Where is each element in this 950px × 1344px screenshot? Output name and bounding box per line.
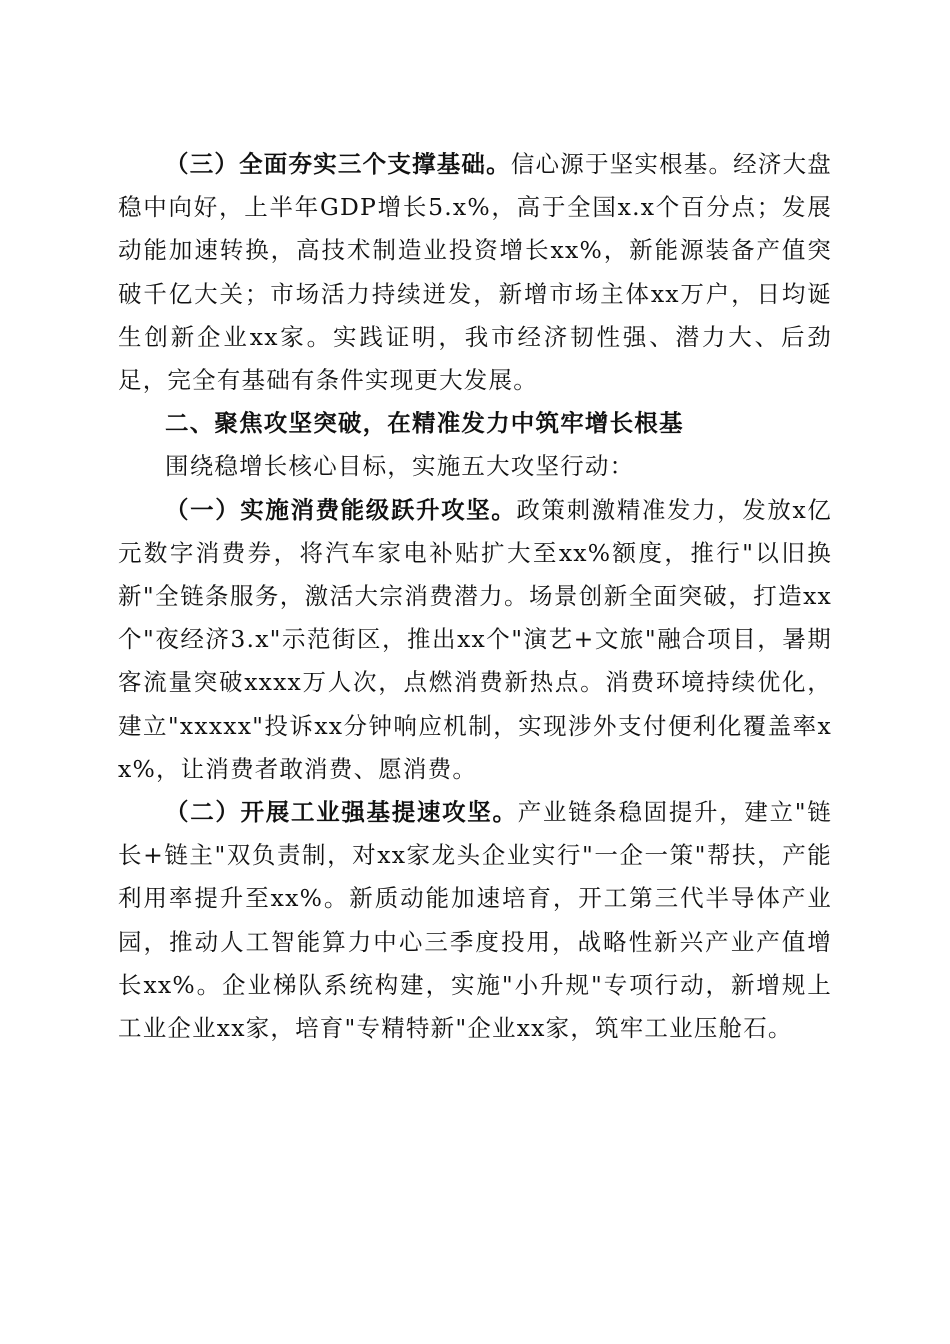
paragraph-text: 产业链条稳固提升，建立"链长+链主"双负责制，对xx家龙头企业实行"一企一策"帮扶，产能利用率提升至xx%。新质动能加速培育，开工第三代半导体产业园，推动人工智能算力中心三季度投用，战略性新兴产业产值增长xx%。企业梯队系统构建，实施"小升规"专项行动，新增规上工业企业xx家，培育"专精特新"企业xx家，筑牢工业压舱石。 xyxy=(118,798,832,1043)
paragraph-text: 信心源于坚实根基。经济大盘稳中向好，上半年GDP增长5.x%，高于全国x.x个百分点；发展动能加速转换，高技术制造业投资增长xx%，新能源装备产值突破千亿大关；市场活力持续迸发，新增市场主体xx万户，日均诞生创新企业xx家。实践证明，我市经济韧性强、潜力大、后劲足，完全有基础有条件实现更大发展。 xyxy=(118,150,832,395)
paragraph-support-foundations xyxy=(118,143,832,402)
paragraph-text: 政策刺激精准发力，发放x亿元数字消费券，将汽车家电补贴扩大至xx%额度，推行"以旧换新"全链条服务，激活大宗消费潜力。场景创新全面突破，打造xx个"夜经济3.x"示范街区，推出xx个"演艺+文旅"融合项目，暑期客流量突破xxxx万人次，点燃消费新热点。消费环境持续优化，建立"xxxxx"投诉xx分钟响应机制，实现涉外支付便利化覆盖率xx%，让消费者敢消费、愿消费。 xyxy=(118,495,832,783)
section-heading: 二、聚焦攻坚突破，在精准发力中筑牢增长根基 xyxy=(165,409,684,438)
paragraph-industry xyxy=(118,791,832,1050)
paragraph-lead: （一）实施消费能级跃升攻坚。 xyxy=(165,495,517,524)
paragraph-intro: 围绕稳增长核心目标，实施五大攻坚行动： xyxy=(165,452,635,481)
document-body xyxy=(118,143,832,1050)
paragraph-consumption xyxy=(118,489,832,791)
paragraph-lead: （三）全面夯实三个支撑基础。 xyxy=(165,150,511,178)
paragraph-lead: （二）开展工业强基提速攻坚。 xyxy=(165,798,518,827)
